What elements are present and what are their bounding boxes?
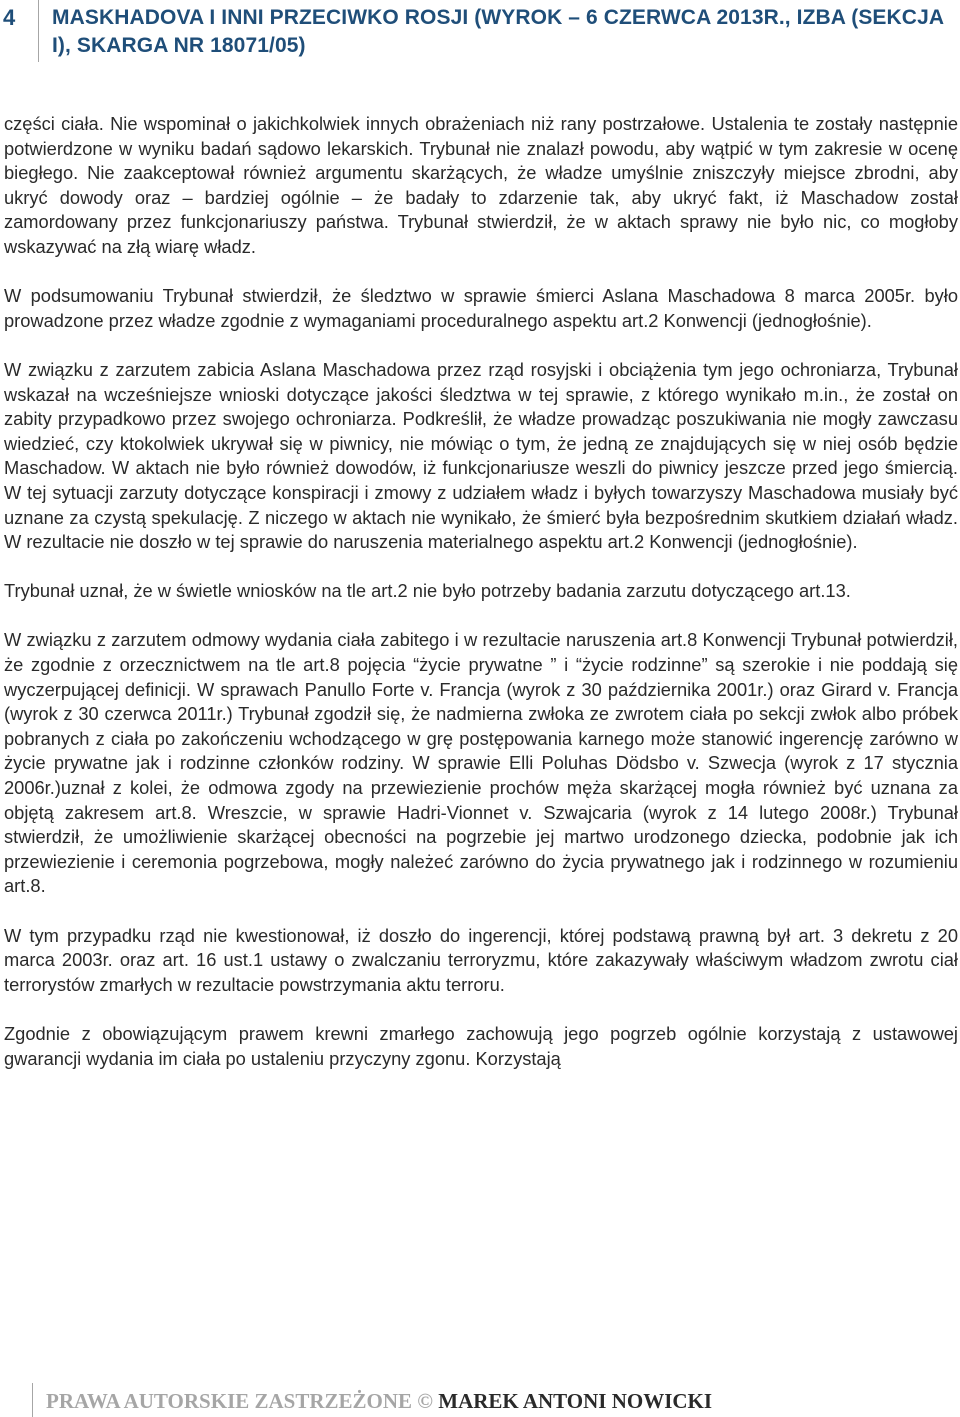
page-number: 4 <box>3 5 16 30</box>
page-header <box>0 0 960 62</box>
paragraph-4: Trybunał uznał, że w świetle wniosków na tle art.2 nie było potrzeby badania zarzutu dotyczącego art.13. <box>4 580 851 602</box>
paragraph-7: Zgodnie z obowiązującym prawem krewni zmarłego zachowują jego pogrzeb ogólnie korzystają z ustawowej gwarancji wydania im ciała po ustaleniu przyczyny zgonu. Korzystają <box>4 1022 958 1069</box>
header-divider <box>38 0 39 62</box>
document-body <box>4 112 958 1071</box>
footer-divider <box>32 1383 33 1417</box>
paragraph-6: W tym przypadku rząd nie kwestionował, iż doszło do ingerencji, której podstawą prawną był art. 3 dekretu z 20 marca 2003r. oraz art. 16 ust.1 ustawy o zwalczaniu terroryzmu, które zakazywały właściwym władzom zwrotu ciał terrorystów zmarłych w rezultacie powstrzymania aktu terroru. <box>4 924 958 995</box>
paragraph-2: W podsumowaniu Trybunał stwierdził, że śledztwo w sprawie śmierci Aslana Maschadowa 8 marca 2005r. było prowadzone przez władze zgodnie z wymaganiami proceduralnego aspektu art.2 Konwencji (jednogłośnie). <box>4 285 958 331</box>
copyright-label: PRAWA AUTORSKIE ZASTRZEŻONE © <box>46 1389 433 1413</box>
copyright-notice <box>46 1388 712 1414</box>
paragraph-1: części ciała. Nie wspominał o jakichkolwiek innych obrażeniach niż rany postrzałowe. Ustalenia te zostały następnie potwierdzone w wyniku badań sądowo lekarskich. Trybunał nie znalazł powodu, aby wątpić w tym zakresie w ocenę biegłego. Nie zaakceptował również argumentu skarżących, że władze umyślnie zniszczyły miejsce zbrodni, aby ukryć dowody oraz – bardziej ogólnie – że badały to zdarzenie tak, aby ukryć fakt, iż Maschadow został zamordowany przez funkcjonariuszy państwa. Trybunał stwierdził, że w aktach sprawy nie było nic, co mogłoby wskazywać na złą wiarę władz. <box>4 113 958 257</box>
page-footer <box>0 1383 960 1417</box>
paragraph-5: W związku z zarzutem odmowy wydania ciała zabitego i w rezultacie naruszenia art.8 Konwencji Trybunał potwierdził, że zgodnie z orzecznictwem na tle art.8 pojęcia “życie prywatne ” i “życie rodzinne” są szerokie i nie poddają się wyczerpującej definicji. W sprawach Panullo Forte v. Francja (wyrok z 30 października 2001r.) oraz Girard v. Francja (wyrok z 30 czerwca 2011r.) Trybunał zgodził się, że nadmierna zwłoka ze zwrotem ciała po sekcji zwłok albo próbek pobranych z ciała po zakończeniu wchodzącego w grę postępowania karnego może stanowić ingerencję zarówno w życie prywatne jak i rodzinne członków rodziny. W sprawie Elli Poluhas Dödsbo v. Szwecja (wyrok z 17 stycznia 2006r.)uznał z kolei, że odmowa zgody na przewiezienie prochów męża skarżącej mogła również być uznana za objętą zakresem art.8. Wreszcie, w sprawie Hadri-Vionnet v. Szwajcaria (wyrok z 14 lutego 2008r.) Trybunał stwierdził, że umożliwienie skarżącej obecności na pogrzebie jej martwo urodzonego dziecka, podobnie jak ich przewiezienie i ceremonia pogrzebowa, mogły należeć zarówno do życia prywatnego jak i rodzinnego w rozumieniu art.8. <box>4 629 958 897</box>
document-title: MASKHADOVA I INNI PRZECIWKO ROSJI (WYROK – 6 CZERWCA 2013R., IZBA (SEKCJA I), SKARGA NR 18071/05) <box>52 6 944 57</box>
author-name: MAREK ANTONI NOWICKI <box>438 1389 713 1413</box>
paragraph-3: W związku z zarzutem zabicia Aslana Maschadowa przez rząd rosyjski i obciążenia tym jego ochroniarza, Trybunał wskazał na wcześniejsze wnioski dotyczące jakości śledztwa w tej sprawie, z którego wynikało m.in., że został on zabity przypadkowo przez swojego ochroniarza. Podkreślił, że władze prowadząc poszukiwania nie mogły zawczasu wiedzieć, czy ktokolwiek ukrywał się w piwnicy, nie mówiąc o tym, że jedną ze znajdujących się w niej osób będzie Maschadow. W aktach nie było również dowodów, iż funkcjonariusze weszli do piwnicy jeszcze przed jego śmiercią. W tej sytuacji zarzuty dotyczące konspiracji i zmowy z udziałem władz i byłych towarzyszy Maschadowa musiały być uznane za czystą spekulację. Z niczego w aktach nie wynikało, że śmierć była bezpośrednim skutkiem działań władz. W rezultacie nie doszło w tej sprawie do naruszenia materialnego aspektu art.2 Konwencji (jednogłośnie). <box>4 358 958 553</box>
